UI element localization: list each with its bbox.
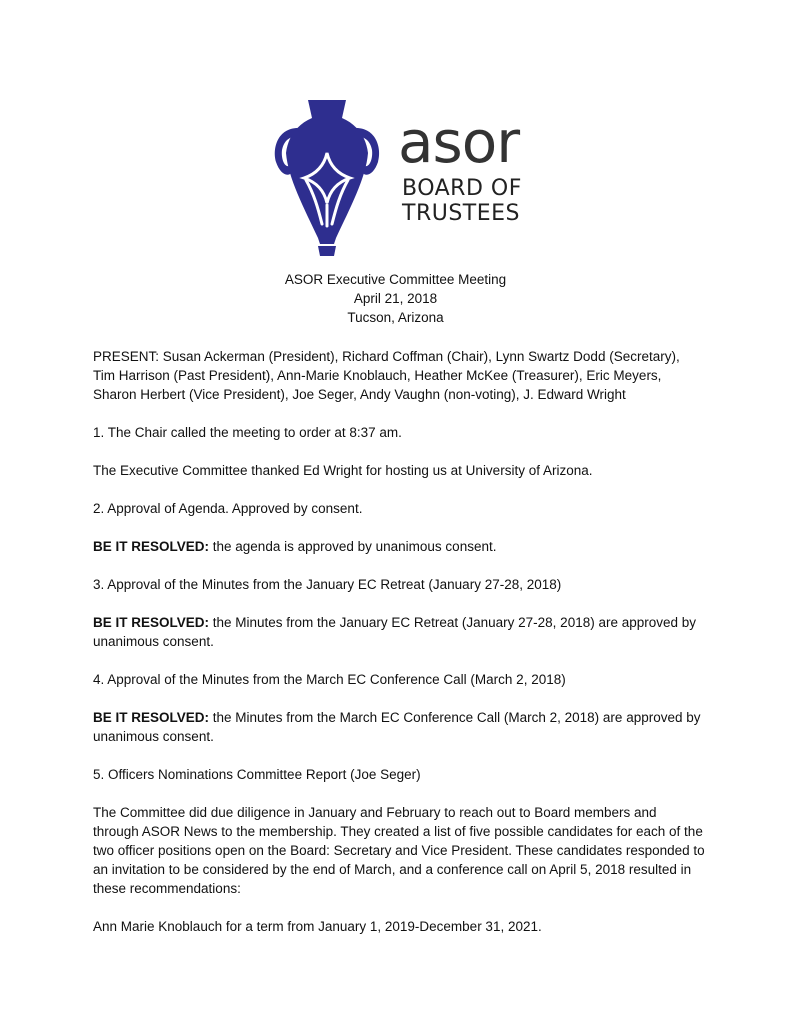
item-4: 4. Approval of the Minutes from the March EC Conference Call (March 2, 2018) — [93, 672, 566, 687]
resolved-label: BE IT RESOLVED: — [93, 710, 210, 725]
meeting-location: Tucson, Arizona — [347, 310, 444, 325]
item-1: 1. The Chair called the meeting to order at 8:37 am. — [93, 425, 402, 440]
amphora-icon — [268, 98, 388, 258]
resolution-text: the Minutes from the March EC Conference Call (March 2, 2018) are approved by unanimous consent. — [93, 710, 701, 744]
resolution-text: the Minutes from the January EC Retreat (January 27-28, 2018) are approved by unanimous consent. — [93, 615, 697, 649]
resolution-text: the agenda is approved by unanimous consent. — [209, 539, 497, 554]
meeting-title: ASOR Executive Committee Meeting — [284, 272, 507, 287]
item-5: 5. Officers Nominations Committee Report (Joe Seger) — [93, 767, 421, 782]
present-paragraph: PRESENT: Susan Ackerman (President), Richard Coffman (Chair), Lynn Swartz Dodd (Secretary), Tim Harrison (Past President), Ann-Marie Knoblauch, Heather McKee (Treasurer), Eric Meyers, Sharon Herbert (Vice President), Joe Seger, Andy Vaughn (non-voting), J. Edward Wright — [93, 349, 680, 402]
resolved-label: BE IT RESOLVED: — [93, 615, 210, 630]
logo-subtitle-line2: TRUSTEES — [402, 201, 520, 226]
committee-paragraph: The Committee did due diligence in January and February to reach out to Board members and through ASOR News to the membership. They created a list of five possible candidates for each of the two officer positions open on the Board: Secretary and Vice President. These candidates responded to an invitation to be considered by the end of March, and a conference call on April 5, 2018 resulted in these recommendations: — [93, 805, 705, 896]
nominee-paragraph: Ann Marie Knoblauch for a term from January 1, 2019-December 31, 2021. — [93, 919, 542, 934]
item-2: 2. Approval of Agenda. Approved by consent. — [93, 501, 363, 516]
logo-wordmark: asor — [398, 108, 520, 176]
meeting-header — [0, 270, 791, 327]
resolution-1 — [93, 537, 705, 556]
resolution-3 — [93, 708, 705, 746]
resolution-2 — [93, 613, 705, 651]
minutes-body — [93, 347, 705, 955]
logo-subtitle-line1: BOARD OF — [402, 176, 522, 201]
item-3: 3. Approval of the Minutes from the January EC Retreat (January 27-28, 2018) — [93, 577, 562, 592]
thanks-paragraph: The Executive Committee thanked Ed Wright for hosting us at University of Arizona. — [93, 463, 593, 478]
resolved-label: BE IT RESOLVED: — [93, 539, 210, 554]
asor-logo — [268, 98, 528, 258]
meeting-date: April 21, 2018 — [353, 291, 438, 306]
